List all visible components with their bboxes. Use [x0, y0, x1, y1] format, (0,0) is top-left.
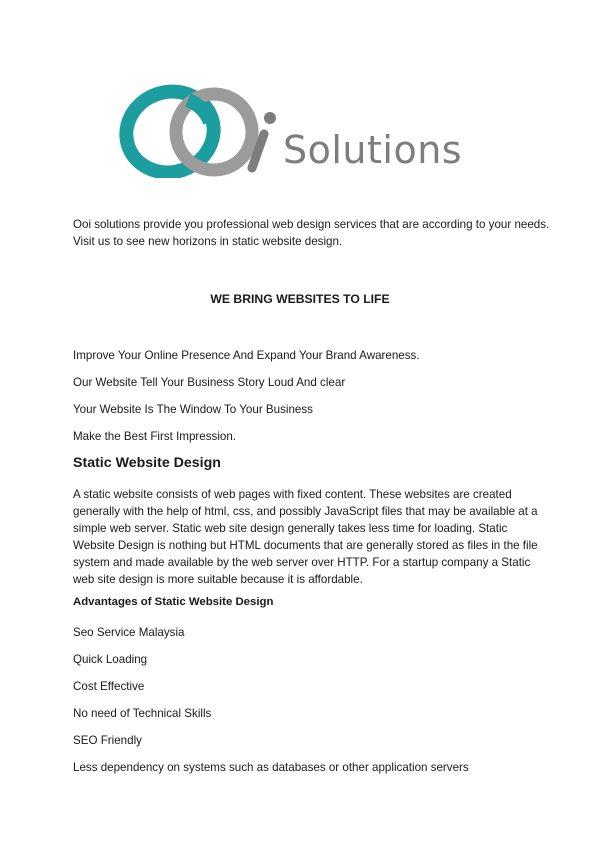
intro-line-1: Ooi solutions provide you professional web design services that are according to your needs. [73, 218, 550, 231]
advantage-item: Less dependency on systems such as databases or other application servers [73, 761, 469, 774]
paragraph-line: web site design is more suitable because it is affordable. [73, 573, 363, 586]
intro-line-2: Visit us to see new horizons in static website design. [73, 235, 343, 248]
paragraph-line: Website Design is nothing but HTML documents that are generally stored as files in the file [73, 539, 538, 552]
paragraph-line: A static website consists of web pages with fixed content. These websites are created [73, 488, 512, 501]
advantage-item: Seo Service Malaysia [73, 626, 185, 639]
advantages-title: Advantages of Static Website Design [73, 596, 274, 608]
tagline-heading: WE BRING WEBSITES TO LIFE [210, 292, 390, 306]
benefit-item: Your Website Is The Window To Your Business [73, 403, 313, 416]
benefit-item: Improve Your Online Presence And Expand Your Brand Awareness. [73, 349, 420, 362]
advantage-item: Quick Loading [73, 653, 148, 666]
paragraph-line: generally with the help of html, css, and possibly JavaScript files that may be available at a [73, 505, 538, 518]
advantage-item: No need of Technical Skills [73, 707, 212, 720]
paragraph-line: simple web server. Static web site design generally takes less time for loading. Static [73, 522, 508, 535]
section-title-static-design: Static Website Design [73, 455, 221, 471]
advantage-item: Cost Effective [73, 680, 145, 693]
logo-brand-text: Solutions [283, 128, 463, 172]
benefit-item: Our Website Tell Your Business Story Loud And clear [73, 376, 346, 389]
advantage-item: SEO Friendly [73, 734, 142, 747]
benefit-item: Make the Best First Impression. [73, 430, 237, 443]
ooi-solutions-logo [118, 82, 488, 178]
paragraph-line: system and made available by the web server over HTTP. For a startup company a Static [73, 556, 531, 569]
